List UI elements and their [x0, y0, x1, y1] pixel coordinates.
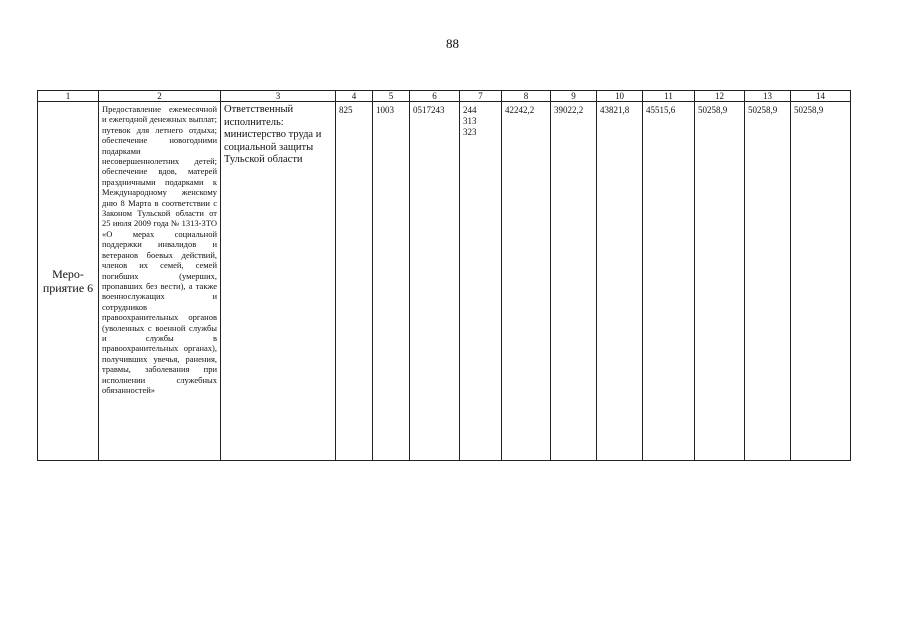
column-header-4: 4 — [336, 91, 373, 102]
column-header-13: 13 — [745, 91, 791, 102]
expense-type-code: 323 — [463, 127, 477, 137]
cell-col-12: 50258,9 — [695, 102, 745, 461]
measure-label-line1: Меро- — [52, 267, 84, 281]
measure-cell — [38, 102, 99, 461]
cell-col-10: 43821,8 — [597, 102, 643, 461]
column-header-5: 5 — [373, 91, 410, 102]
table-row — [38, 102, 851, 461]
cell-col-14: 50258,9 — [791, 102, 851, 461]
executor-cell: Ответственный исполнитель: министерство труда и социальной защиты Тульской области — [221, 102, 336, 461]
column-header-7: 7 — [460, 91, 502, 102]
cell-col-4: 825 — [336, 102, 373, 461]
column-header-1: 1 — [38, 91, 99, 102]
cell-col-13: 50258,9 — [745, 102, 791, 461]
expense-type-code: 244 — [463, 105, 477, 115]
measure-label-line2: приятие 6 — [42, 281, 94, 295]
page-number: 88 — [446, 36, 459, 51]
description-cell: Предоставление ежемесячной и ежегодной денежных выплат; путевок для летнего отдыха; обеспечение новогодними подарками несовершеннолетних детей; обеспечение вдов, матерей праздничными подарками к Международному женскому дню 8 Марта в соответствии с Законом Тульской области от 25 июля 2009 года № 1313-ЗТО «О мерах социальной поддержки инвалидов и ветеранов боевых действий, членов их семей, семей погибших (умерших, пропавших без вести), а также военнослужащих и сотрудников правоохранительных органов (уволенных с военной службы и службы в правоохранительных органах), получивших увечья, ранения, травмы, заболевания при исполнении служебных обязанностей» — [99, 102, 221, 461]
column-header-3: 3 — [221, 91, 336, 102]
column-header-2: 2 — [99, 91, 221, 102]
cell-col-6: 0517243 — [410, 102, 460, 461]
header-row — [38, 91, 851, 102]
expense-type-code: 313 — [463, 116, 477, 126]
column-header-8: 8 — [502, 91, 551, 102]
cell-col-7 — [460, 102, 502, 461]
column-header-9: 9 — [551, 91, 597, 102]
cell-col-5: 1003 — [373, 102, 410, 461]
column-header-10: 10 — [597, 91, 643, 102]
column-header-11: 11 — [643, 91, 695, 102]
column-header-12: 12 — [695, 91, 745, 102]
column-header-6: 6 — [410, 91, 460, 102]
cell-col-8: 42242,2 — [502, 102, 551, 461]
cell-col-9: 39022,2 — [551, 102, 597, 461]
budget-table — [37, 90, 851, 461]
column-header-14: 14 — [791, 91, 851, 102]
cell-col-11: 45515,6 — [643, 102, 695, 461]
